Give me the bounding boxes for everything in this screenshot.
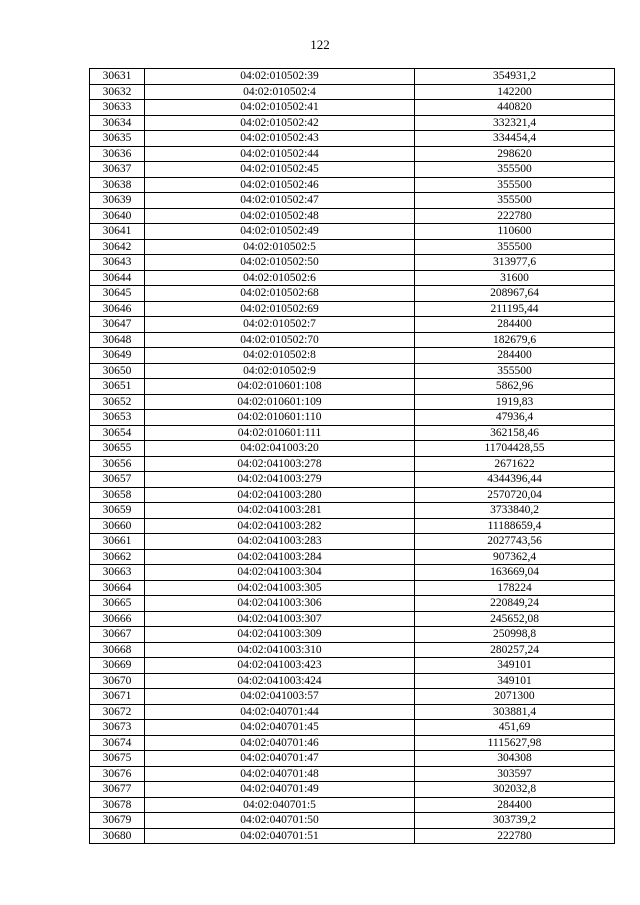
table-row: [90, 193, 615, 209]
table-row: [90, 456, 615, 472]
cadastral-number-cell: 04:02:010502:5: [145, 239, 415, 255]
cadastral-number-cell: 04:02:041003:304: [145, 565, 415, 581]
row-number-cell: 30646: [90, 301, 145, 317]
table-row: [90, 115, 615, 131]
row-number-cell: 30670: [90, 673, 145, 689]
table-row: [90, 813, 615, 829]
table-row: [90, 658, 615, 674]
table-body: [90, 69, 615, 844]
cadastral-value-cell: 302032,8: [415, 782, 615, 798]
table-row: [90, 394, 615, 410]
cadastral-value-cell: 303739,2: [415, 813, 615, 829]
cadastral-number-cell: 04:02:041003:306: [145, 596, 415, 612]
cadastral-number-cell: 04:02:010502:70: [145, 332, 415, 348]
cadastral-value-cell: 349101: [415, 673, 615, 689]
row-number-cell: 30669: [90, 658, 145, 674]
cadastral-number-cell: 04:02:010502:47: [145, 193, 415, 209]
table-row: [90, 162, 615, 178]
cadastral-value-cell: 313977,6: [415, 255, 615, 271]
cadastral-value-cell: 11188659,4: [415, 518, 615, 534]
cadastral-number-cell: 04:02:041003:57: [145, 689, 415, 705]
cadastral-number-cell: 04:02:041003:423: [145, 658, 415, 674]
row-number-cell: 30665: [90, 596, 145, 612]
table-row: [90, 131, 615, 147]
row-number-cell: 30649: [90, 348, 145, 364]
table-row: [90, 441, 615, 457]
cadastral-number-cell: 04:02:010601:108: [145, 379, 415, 395]
cadastral-number-cell: 04:02:010502:69: [145, 301, 415, 317]
cadastral-value-cell: 349101: [415, 658, 615, 674]
cadastral-value-cell: 284400: [415, 797, 615, 813]
cadastral-value-cell: 354931,2: [415, 69, 615, 85]
cadastral-value-table: [89, 68, 615, 844]
row-number-cell: 30668: [90, 642, 145, 658]
table-row: [90, 69, 615, 85]
row-number-cell: 30643: [90, 255, 145, 271]
table-row: [90, 518, 615, 534]
cadastral-number-cell: 04:02:010502:6: [145, 270, 415, 286]
table-row: [90, 84, 615, 100]
cadastral-value-cell: 110600: [415, 224, 615, 240]
row-number-cell: 30657: [90, 472, 145, 488]
cadastral-value-cell: 284400: [415, 317, 615, 333]
table-row: [90, 317, 615, 333]
cadastral-value-cell: 284400: [415, 348, 615, 364]
row-number-cell: 30634: [90, 115, 145, 131]
table-row: [90, 100, 615, 116]
table-row: [90, 208, 615, 224]
cadastral-number-cell: 04:02:041003:305: [145, 580, 415, 596]
table-row: [90, 146, 615, 162]
row-number-cell: 30633: [90, 100, 145, 116]
table-row: [90, 580, 615, 596]
row-number-cell: 30671: [90, 689, 145, 705]
row-number-cell: 30654: [90, 425, 145, 441]
table-row: [90, 425, 615, 441]
row-number-cell: 30655: [90, 441, 145, 457]
table-row: [90, 332, 615, 348]
cadastral-value-cell: 2071300: [415, 689, 615, 705]
cadastral-number-cell: 04:02:040701:50: [145, 813, 415, 829]
cadastral-value-cell: 440820: [415, 100, 615, 116]
cadastral-number-cell: 04:02:010502:44: [145, 146, 415, 162]
cadastral-value-cell: 355500: [415, 177, 615, 193]
cadastral-value-cell: 211195,44: [415, 301, 615, 317]
cadastral-number-cell: 04:02:010601:109: [145, 394, 415, 410]
row-number-cell: 30647: [90, 317, 145, 333]
cadastral-number-cell: 04:02:010502:68: [145, 286, 415, 302]
row-number-cell: 30641: [90, 224, 145, 240]
cadastral-value-cell: 362158,46: [415, 425, 615, 441]
cadastral-number-cell: 04:02:041003:284: [145, 549, 415, 565]
cadastral-number-cell: 04:02:010502:43: [145, 131, 415, 147]
table-row: [90, 627, 615, 643]
table-row: [90, 673, 615, 689]
cadastral-value-cell: 222780: [415, 208, 615, 224]
table-row: [90, 410, 615, 426]
row-number-cell: 30642: [90, 239, 145, 255]
cadastral-value-cell: 208967,64: [415, 286, 615, 302]
cadastral-number-cell: 04:02:010502:49: [145, 224, 415, 240]
table-row: [90, 286, 615, 302]
row-number-cell: 30653: [90, 410, 145, 426]
cadastral-number-cell: 04:02:041003:278: [145, 456, 415, 472]
cadastral-value-cell: 222780: [415, 828, 615, 844]
table-row: [90, 503, 615, 519]
table-row: [90, 534, 615, 550]
cadastral-number-cell: 04:02:040701:5: [145, 797, 415, 813]
row-number-cell: 30638: [90, 177, 145, 193]
cadastral-value-cell: 298620: [415, 146, 615, 162]
table-row: [90, 782, 615, 798]
table-row: [90, 177, 615, 193]
row-number-cell: 30675: [90, 751, 145, 767]
cadastral-value-cell: 31600: [415, 270, 615, 286]
cadastral-value-cell: 250998,8: [415, 627, 615, 643]
cadastral-value-cell: 47936,4: [415, 410, 615, 426]
cadastral-value-cell: 280257,24: [415, 642, 615, 658]
table-row: [90, 797, 615, 813]
row-number-cell: 30650: [90, 363, 145, 379]
table-row: [90, 751, 615, 767]
row-number-cell: 30673: [90, 720, 145, 736]
cadastral-value-cell: 182679,6: [415, 332, 615, 348]
cadastral-value-cell: 4344396,44: [415, 472, 615, 488]
cadastral-number-cell: 04:02:040701:44: [145, 704, 415, 720]
cadastral-number-cell: 04:02:040701:45: [145, 720, 415, 736]
row-number-cell: 30662: [90, 549, 145, 565]
cadastral-number-cell: 04:02:041003:309: [145, 627, 415, 643]
cadastral-value-cell: 1115627,98: [415, 735, 615, 751]
row-number-cell: 30652: [90, 394, 145, 410]
cadastral-value-cell: 2671622: [415, 456, 615, 472]
table-row: [90, 472, 615, 488]
cadastral-number-cell: 04:02:041003:282: [145, 518, 415, 534]
cadastral-number-cell: 04:02:041003:283: [145, 534, 415, 550]
row-number-cell: 30660: [90, 518, 145, 534]
cadastral-value-cell: 163669,04: [415, 565, 615, 581]
cadastral-number-cell: 04:02:010502:41: [145, 100, 415, 116]
cadastral-number-cell: 04:02:041003:20: [145, 441, 415, 457]
cadastral-number-cell: 04:02:040701:46: [145, 735, 415, 751]
row-number-cell: 30659: [90, 503, 145, 519]
row-number-cell: 30644: [90, 270, 145, 286]
row-number-cell: 30674: [90, 735, 145, 751]
cadastral-number-cell: 04:02:010502:39: [145, 69, 415, 85]
row-number-cell: 30658: [90, 487, 145, 503]
cadastral-value-cell: 1919,83: [415, 394, 615, 410]
row-number-cell: 30664: [90, 580, 145, 596]
cadastral-number-cell: 04:02:040701:49: [145, 782, 415, 798]
cadastral-number-cell: 04:02:041003:281: [145, 503, 415, 519]
cadastral-value-cell: 304308: [415, 751, 615, 767]
row-number-cell: 30663: [90, 565, 145, 581]
cadastral-value-cell: 178224: [415, 580, 615, 596]
row-number-cell: 30651: [90, 379, 145, 395]
cadastral-number-cell: 04:02:041003:307: [145, 611, 415, 627]
table-row: [90, 689, 615, 705]
row-number-cell: 30677: [90, 782, 145, 798]
cadastral-number-cell: 04:02:010601:111: [145, 425, 415, 441]
cadastral-number-cell: 04:02:010502:45: [145, 162, 415, 178]
cadastral-number-cell: 04:02:010601:110: [145, 410, 415, 426]
cadastral-number-cell: 04:02:010502:46: [145, 177, 415, 193]
table-row: [90, 828, 615, 844]
table-row: [90, 379, 615, 395]
table-row: [90, 224, 615, 240]
row-number-cell: 30667: [90, 627, 145, 643]
cadastral-value-cell: 11704428,55: [415, 441, 615, 457]
cadastral-number-cell: 04:02:010502:4: [145, 84, 415, 100]
row-number-cell: 30645: [90, 286, 145, 302]
row-number-cell: 30680: [90, 828, 145, 844]
cadastral-value-cell: 332321,4: [415, 115, 615, 131]
cadastral-number-cell: 04:02:040701:51: [145, 828, 415, 844]
cadastral-number-cell: 04:02:041003:310: [145, 642, 415, 658]
table-row: [90, 720, 615, 736]
table-row: [90, 363, 615, 379]
row-number-cell: 30678: [90, 797, 145, 813]
row-number-cell: 30636: [90, 146, 145, 162]
table-row: [90, 766, 615, 782]
cadastral-number-cell: 04:02:041003:424: [145, 673, 415, 689]
row-number-cell: 30631: [90, 69, 145, 85]
cadastral-value-cell: 2027743,56: [415, 534, 615, 550]
cadastral-number-cell: 04:02:010502:50: [145, 255, 415, 271]
cadastral-number-cell: 04:02:040701:48: [145, 766, 415, 782]
cadastral-number-cell: 04:02:010502:8: [145, 348, 415, 364]
cadastral-value-cell: 2570720,04: [415, 487, 615, 503]
page-number: 122: [310, 37, 330, 52]
table-row: [90, 487, 615, 503]
cadastral-number-cell: 04:02:010502:48: [145, 208, 415, 224]
cadastral-value-cell: 451,69: [415, 720, 615, 736]
cadastral-number-cell: 04:02:040701:47: [145, 751, 415, 767]
row-number-cell: 30640: [90, 208, 145, 224]
cadastral-value-cell: 355500: [415, 162, 615, 178]
cadastral-number-cell: 04:02:041003:280: [145, 487, 415, 503]
cadastral-value-cell: 303597: [415, 766, 615, 782]
cadastral-value-cell: 355500: [415, 193, 615, 209]
cadastral-value-cell: 355500: [415, 363, 615, 379]
row-number-cell: 30637: [90, 162, 145, 178]
cadastral-value-cell: 142200: [415, 84, 615, 100]
row-number-cell: 30648: [90, 332, 145, 348]
cadastral-value-cell: 334454,4: [415, 131, 615, 147]
table-row: [90, 549, 615, 565]
row-number-cell: 30656: [90, 456, 145, 472]
cadastral-value-cell: 907362,4: [415, 549, 615, 565]
table-row: [90, 270, 615, 286]
table-row: [90, 611, 615, 627]
cadastral-number-cell: 04:02:041003:279: [145, 472, 415, 488]
table-row: [90, 301, 615, 317]
table-row: [90, 239, 615, 255]
row-number-cell: 30676: [90, 766, 145, 782]
row-number-cell: 30632: [90, 84, 145, 100]
table-row: [90, 565, 615, 581]
table-row: [90, 348, 615, 364]
cadastral-number-cell: 04:02:010502:9: [145, 363, 415, 379]
cadastral-value-cell: 3733840,2: [415, 503, 615, 519]
cadastral-value-cell: 355500: [415, 239, 615, 255]
cadastral-number-cell: 04:02:010502:42: [145, 115, 415, 131]
row-number-cell: 30679: [90, 813, 145, 829]
cadastral-value-cell: 303881,4: [415, 704, 615, 720]
table-row: [90, 596, 615, 612]
cadastral-value-cell: 5862,96: [415, 379, 615, 395]
row-number-cell: 30666: [90, 611, 145, 627]
table-row: [90, 704, 615, 720]
cadastral-number-cell: 04:02:010502:7: [145, 317, 415, 333]
table-row: [90, 255, 615, 271]
table-row: [90, 642, 615, 658]
row-number-cell: 30635: [90, 131, 145, 147]
row-number-cell: 30661: [90, 534, 145, 550]
cadastral-value-cell: 245652,08: [415, 611, 615, 627]
cadastral-value-cell: 220849,24: [415, 596, 615, 612]
table-row: [90, 735, 615, 751]
row-number-cell: 30639: [90, 193, 145, 209]
row-number-cell: 30672: [90, 704, 145, 720]
